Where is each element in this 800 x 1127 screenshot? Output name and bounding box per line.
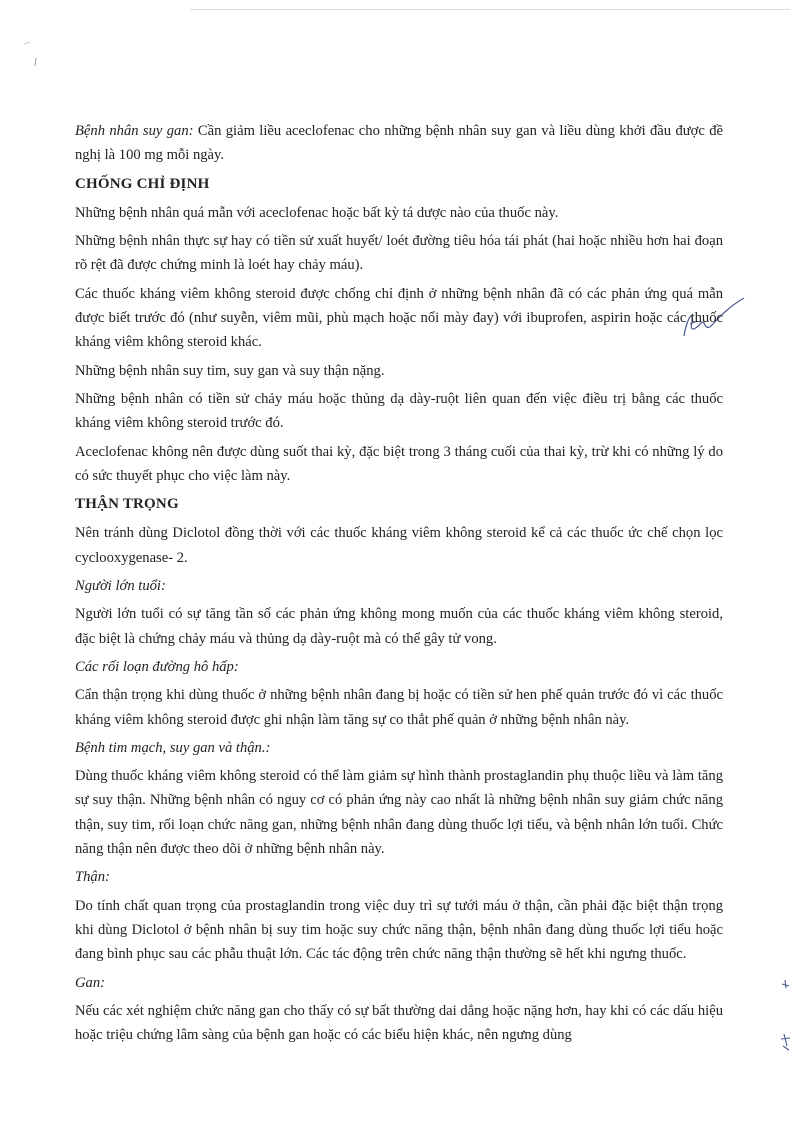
- paragraph: Do tính chất quan trọng của prostaglandin trong việc duy trì sự tưới máu ở thận, cần phải đặc biệt thận trọng khi dùng Diclotol ở bệnh nhân bị suy tim hoặc suy chức năng thận, bệnh nhân đang dùng thuốc lợi tiểu hoặc đang bình phục sau các phẫu thuật lớn. Các tác động trên chức năng thận thường sẽ hết khi ngưng thuốc.: [75, 897, 723, 963]
- paragraph: Những bệnh nhân quá mẫn với aceclofenac hoặc bất kỳ tá dược nào của thuốc này.: [75, 204, 559, 221]
- section-heading: CHỐNG CHỈ ĐỊNH: [75, 175, 210, 192]
- paragraph: [75, 119, 723, 168]
- subsection-heading: Gan:: [75, 974, 105, 991]
- section-heading: THẬN TRỌNG: [75, 496, 179, 513]
- paragraph: Những bệnh nhân suy tim, suy gan và suy thận nặng.: [75, 362, 385, 379]
- subsection-heading: Bệnh tim mạch, suy gan và thận.:: [75, 739, 271, 756]
- paragraph: Những bệnh nhân có tiền sử chảy máu hoặc thủng dạ dày-ruột liên quan đến việc điều trị bằng các thuốc kháng viêm không steroid trước đó.: [75, 390, 723, 432]
- paragraph: Aceclofenac không nên được dùng suốt thai kỳ, đặc biệt trong 3 tháng cuối của thai kỳ, trừ khi có những lý do có sức thuyết phục cho việc làm này.: [75, 443, 723, 484]
- paragraph: Nên tránh dùng Diclotol đồng thời với các thuốc kháng viêm không steroid kể cả các thuốc ức chế chọn lọc cyclooxygenase- 2.: [75, 525, 723, 566]
- scan-mark-top-left: [22, 40, 52, 72]
- subsection-heading: Người lớn tuổi:: [75, 578, 166, 595]
- paragraph: Những bệnh nhân thực sự hay có tiền sử xuất huyết/ loét đường tiêu hóa tái phát (hai hoặc nhiều hơn hai đoạn rõ rệt đã được chứng minh là loét hay chảy máu).: [75, 233, 723, 274]
- paragraph: Nếu các xét nghiệm chức năng gan cho thấy có sự bất thường dai dẳng hoặc nặng hơn, hay khi có các dấu hiệu hoặc triệu chứng lâm sàng của bệnh gan hoặc có các biểu hiện khác, nên ngưng dùng: [75, 1002, 723, 1044]
- scan-edge-line: [190, 9, 790, 10]
- paragraph: Cẩn thận trọng khi dùng thuốc ở những bệnh nhân đang bị hoặc có tiền sử hen phế quản trước đó vì các thuốc kháng viêm không steroid được ghi nhận làm tăng sự co thắt phế quản ở những bệnh nhân này.: [75, 687, 723, 728]
- paragraph: Người lớn tuổi có sự tăng tần số các phản ứng không mong muốn của các thuốc kháng viêm không steroid, đặc biệt là chứng chảy máu và thủng dạ dày-ruột mà có thể gây tử vong.: [75, 606, 723, 647]
- paragraph: Dùng thuốc kháng viêm không steroid có thể làm giảm sự hình thành prostaglandin phụ thuộc liều và làm tăng sự suy thận. Những bệnh nhân có nguy cơ có phản ứng này cao nhất là những bệnh nhân suy giảm chức năng thận, suy tim, rối loạn chức năng gan, những bệnh nhân đang dùng thuốc lợi tiểu, và bệnh nhân lớn tuổi. Chức năng thận nên được theo dõi ở những bệnh nhân này.: [75, 768, 723, 858]
- subsection-heading: Thận:: [75, 869, 110, 886]
- paragraph: Các thuốc kháng viêm không steroid được chống chỉ định ở những bệnh nhân đã có các phản ứng quá mẫn được biết trước đó (như suyễn, viêm mũi, phù mạch hoặc nổi mày đay) với ibuprofen, aspirin hoặc các thuốc kháng viêm không steroid khác.: [75, 285, 723, 351]
- document-body: [75, 119, 723, 1051]
- paragraph-text: Cần giảm liều aceclofenac cho những bệnh nhân suy gan và liều dùng khởi đầu được đề nghị là 100 mg mỗi ngày.: [75, 123, 723, 164]
- paragraph-lead: Bệnh nhân suy gan:: [75, 123, 194, 139]
- margin-stamp-marks: [776, 976, 794, 1056]
- subsection-heading: Các rối loạn đường hô hấp:: [75, 658, 239, 675]
